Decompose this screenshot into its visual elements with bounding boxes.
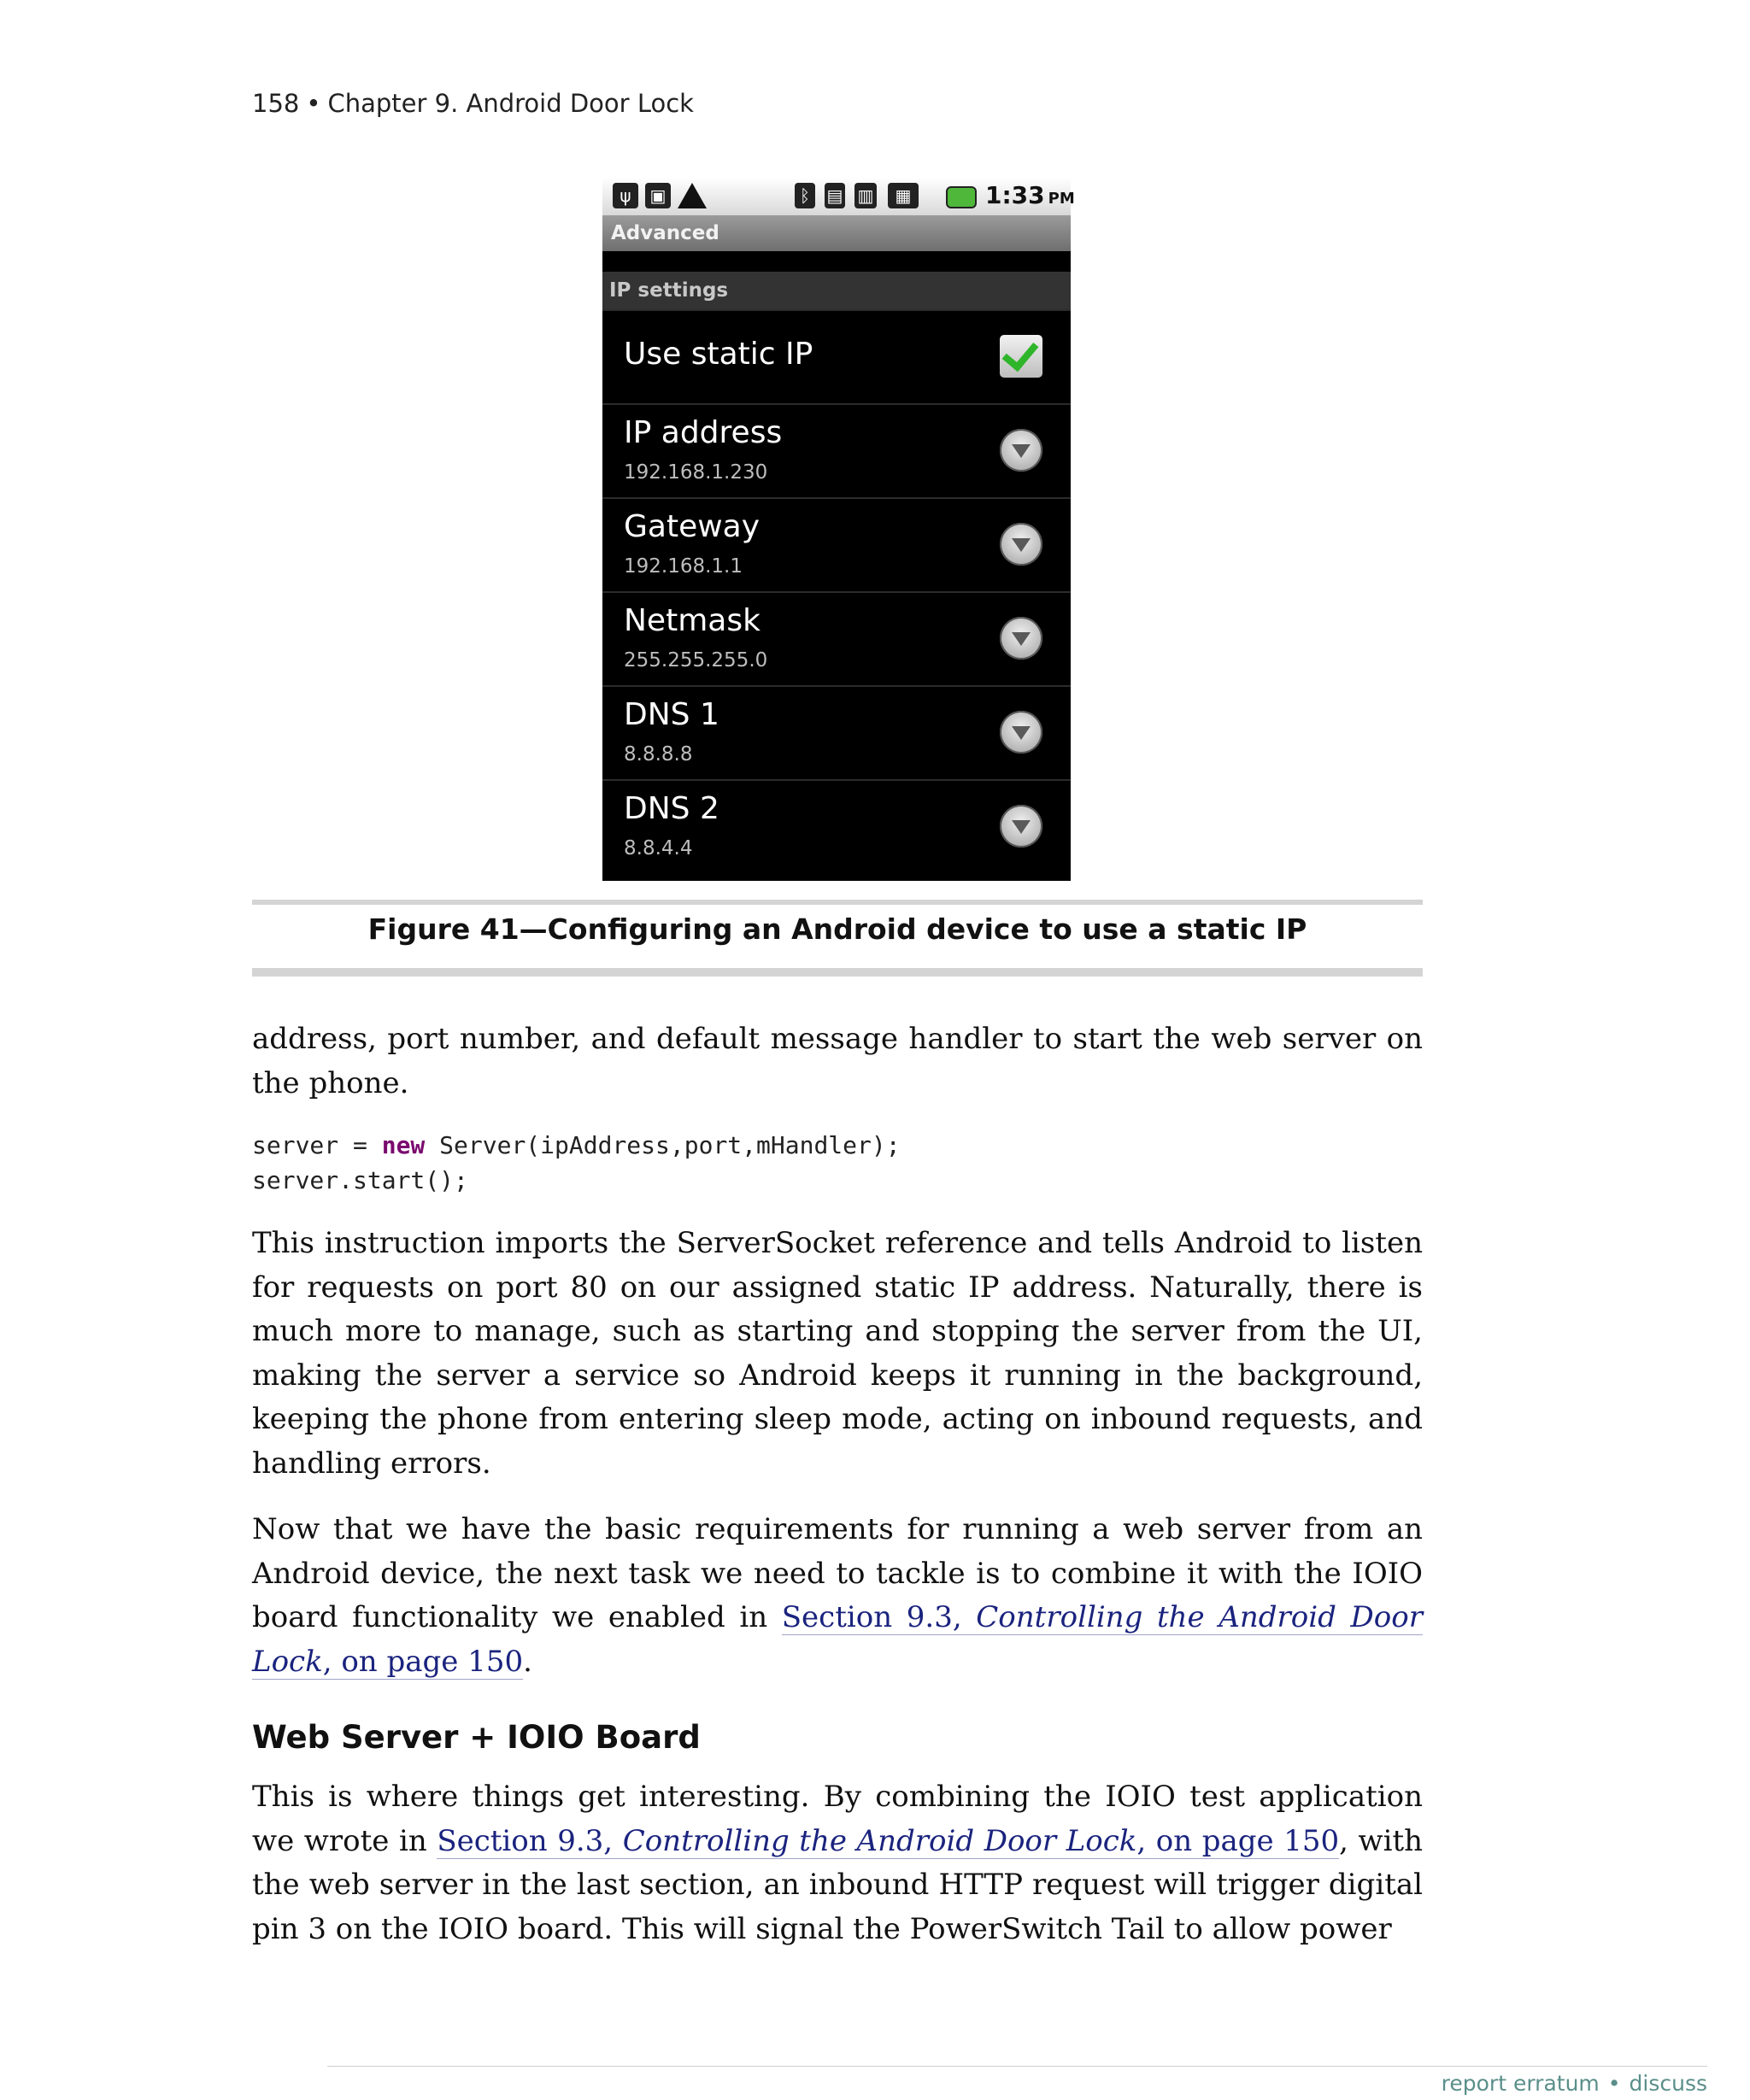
report-erratum-link[interactable]: report erratum <box>1441 2071 1600 2096</box>
pref-netmask[interactable] <box>602 591 1071 685</box>
caption-rule-top <box>252 900 1423 905</box>
link-page: , on page 150 <box>322 1644 524 1679</box>
clock-time: 1:33 <box>985 181 1045 209</box>
pref-gateway[interactable] <box>602 497 1071 591</box>
pref-value: 8.8.4.4 <box>624 837 693 859</box>
code-text: server.start(); <box>252 1166 468 1194</box>
paragraph-text: This is where things get interesting. By combining the IOIO test application we wrote in <box>252 1780 1423 1858</box>
paragraph-text: Now that we have the basic requirements for running a web server from an Android device, the next task we need to tackle is to combine it with the IOIO board functionality we enabled in <box>252 1512 1423 1634</box>
status-bar <box>602 178 1075 215</box>
section-heading: Web Server + IOIO Board <box>252 1719 701 1756</box>
pref-value: 255.255.255.0 <box>624 649 768 672</box>
discuss-link[interactable]: discuss <box>1629 2071 1707 2096</box>
battery-icon <box>946 186 977 208</box>
paragraph-text: . <box>523 1644 532 1679</box>
page-number: 158 <box>252 89 300 118</box>
sd-card-icon: ▤ <box>825 183 845 208</box>
paragraph-text: , with the web server in the last section, an inbound HTTP request will trigger digital pin 3 on the IOIO board. This will signal the PowerSwitch Tail to allow power <box>252 1823 1424 1946</box>
footer-rule <box>327 2066 1707 2067</box>
section-header-ip-settings: IP settings <box>602 272 1071 309</box>
paragraph-1: address, port number, and default message handler to start the web server on the phone. <box>252 1022 1423 1100</box>
chevron-down-icon[interactable] <box>1000 805 1042 848</box>
pref-title: Gateway <box>624 509 760 544</box>
pref-title: DNS 2 <box>624 791 719 826</box>
usb-icon: ψ <box>613 183 638 208</box>
checkmark-icon <box>1002 334 1039 372</box>
pref-title: DNS 1 <box>624 697 719 732</box>
chevron-down-icon[interactable] <box>1000 617 1042 660</box>
signal-icon: ▥ <box>854 183 877 208</box>
pref-dns-1[interactable] <box>602 685 1071 779</box>
android-icon: ▣ <box>645 183 671 208</box>
pref-dns-2[interactable] <box>602 779 1071 873</box>
code-text: server = <box>252 1131 382 1159</box>
paragraph-4 <box>252 1775 1423 1951</box>
running-head <box>252 89 694 118</box>
pref-ip-address[interactable] <box>602 403 1071 497</box>
code-keyword: new <box>381 1131 426 1159</box>
header-bullet: • <box>306 89 321 118</box>
clock <box>985 181 1075 209</box>
link-section-number: Section 9.3, <box>437 1823 623 1858</box>
chevron-down-icon[interactable] <box>1000 429 1042 472</box>
pref-value: 192.168.1.230 <box>624 461 768 484</box>
paragraph-2: This instruction imports the ServerSocket reference and tells Android to listen for requests on port 80 on our assigned static IP address. Naturally, there is much more to manage, such as starting and stopping the server from the UI, making the server a service so Android keeps it running in the background, keeping the phone from entering sleep mode, acting on inbound requests, and handling errors. <box>252 1226 1423 1481</box>
pref-title: Use static IP <box>624 337 813 372</box>
android-screenshot <box>602 178 1075 881</box>
link-section-number: Section 9.3, <box>781 1600 977 1634</box>
code-text: Server(ipAddress,port,mHandler); <box>425 1131 901 1159</box>
pref-title: IP address <box>624 415 783 450</box>
bluetooth-icon: ᛒ <box>795 183 815 208</box>
chevron-down-icon[interactable] <box>1000 711 1042 754</box>
footer-bullet: • <box>1607 2071 1621 2096</box>
chapter-title: Chapter 9. Android Door Lock <box>327 89 694 118</box>
window-title: Advanced <box>602 215 1071 251</box>
link-section-title: Controlling the Android Door Lock <box>622 1823 1137 1858</box>
caption-rule-bottom <box>252 968 1423 977</box>
warning-icon <box>678 183 707 208</box>
section-link[interactable] <box>437 1824 1339 1859</box>
pref-title: Netmask <box>624 603 760 638</box>
no-sim-icon: ▦ <box>888 183 919 208</box>
static-ip-checkbox[interactable] <box>1000 335 1042 378</box>
pref-value: 8.8.8.8 <box>624 743 693 766</box>
pref-use-static-ip[interactable] <box>602 309 1071 403</box>
pref-value: 192.168.1.1 <box>624 555 743 578</box>
link-section-title: Controlling the Android Door Lock <box>252 1600 1423 1679</box>
figure-caption: Figure 41—Configuring an Android device to use a static IP <box>367 912 1307 946</box>
code-block <box>252 1128 901 1198</box>
chevron-down-icon[interactable] <box>1000 523 1042 566</box>
clock-ampm: PM <box>1048 190 1075 208</box>
link-page: , on page 150 <box>1136 1823 1340 1858</box>
paragraph-3 <box>252 1508 1423 1684</box>
footer <box>1442 2071 1707 2096</box>
